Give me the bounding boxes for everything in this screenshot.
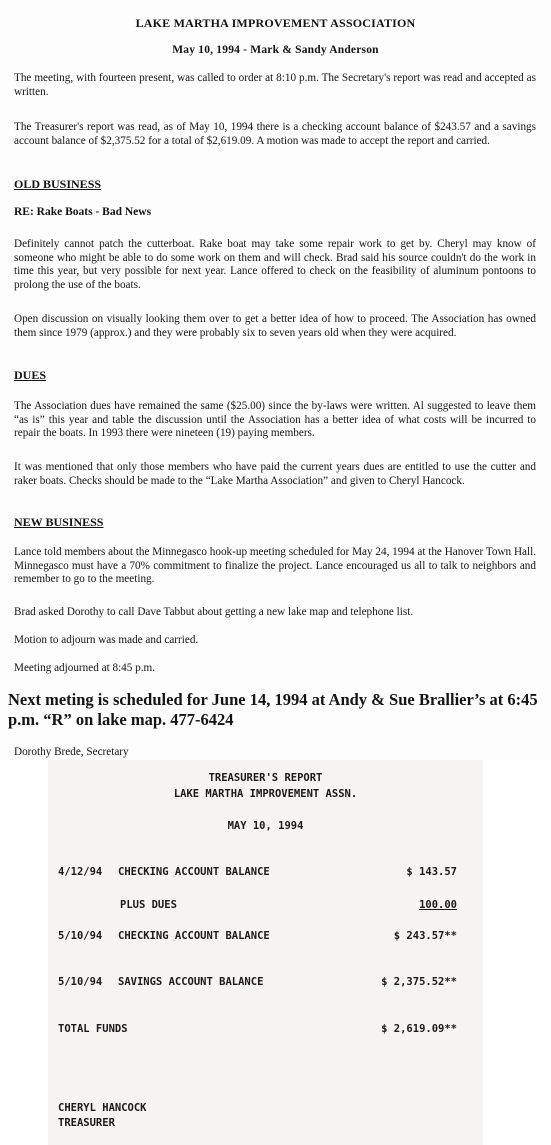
dues-heading: DUES <box>14 368 47 382</box>
rake-boats-heading: RE: Rake Boats - Bad News <box>14 206 152 218</box>
paragraph-motion-adjourn: Motion to adjourn was made and carried. <box>14 634 199 646</box>
row-label: CHECKING ACCOUNT BALANCE <box>118 866 270 878</box>
row-amount: $ 2,375.52** <box>381 976 457 988</box>
row-amount: $ 143.57 <box>406 866 457 878</box>
row-label: TOTAL FUNDS <box>58 1023 128 1035</box>
report-org: LAKE MARTHA IMPROVEMENT ASSN. <box>173 788 358 800</box>
paragraph-rake-boats: Definitely cannot patch the cutterboat. Rake boat may take some repair work to get by. Cheryl may know of someone who might be able to do some work on them and will check. Brad said his source couldn't do the work in time this year, but very possible for next year. Lance offered to check on the feasibility of aluminum pontoons to prolong the use of the boats. <box>14 238 536 291</box>
row-amount: $ 2,619.09** <box>381 1023 457 1035</box>
row-label: CHECKING ACCOUNT BALANCE <box>118 930 270 942</box>
row-date: 5/10/94 <box>58 976 103 988</box>
paragraph-treasurer-summary: The Treasurer's report was read, as of May 10, 1994 there is a checking account balance of $243.57 and a savings account balance of $2,375.52 for a total of $2,619.09. A motion was made to accept the report and carried. <box>14 121 536 147</box>
meeting-date-line: May 10, 1994 - Mark & Sandy Anderson <box>172 44 379 56</box>
paragraph-adjourned: Meeting adjourned at 8:45 p.m. <box>14 662 156 674</box>
row-date: 4/12/94 <box>58 866 103 878</box>
paragraph-lake-map: Brad asked Dorothy to call Dave Tabbut about getting a new lake map and telephone list. <box>14 606 414 618</box>
report-date: MAY 10, 1994 <box>227 820 304 832</box>
org-title: LAKE MARTHA IMPROVEMENT ASSOCIATION <box>135 16 416 30</box>
paragraph-dues: The Association dues have remained the same ($25.00) since the by-laws were written. Al suggested to leave them “as is” this year and table the discussion until the Association has a better idea of what costs will be incurred to repair the boats. In 1993 there were nineteen (19) paying members. <box>14 400 536 439</box>
secretary-signature: Dorothy Brede, Secretary <box>14 746 129 758</box>
treasurer-name: CHERYL HANCOCK <box>58 1102 147 1114</box>
row-amount: $ 243.57** <box>393 930 457 942</box>
treasurer-title: TREASURER <box>58 1117 115 1129</box>
next-meeting-notice: Next meting is scheduled for June 14, 1994 at Andy & Sue Brallier’s at 6:45 p.m. “R” on lake map. 477-6424 <box>8 690 538 729</box>
report-title: TREASURER'S REPORT <box>208 772 323 784</box>
paragraph-call-to-order: The meeting, with fourteen present, was called to order at 8:10 p.m. The Secretary's report was read and accepted as written. <box>14 72 536 98</box>
row-date: 5/10/94 <box>58 930 103 942</box>
paragraph-open-discussion: Open discussion on visually looking them over to get a better idea of how to proceed. The Association has owned them since 1979 (approx.) and they were probably six to seven years old when they were acquired. <box>14 313 536 339</box>
treasurer-report <box>48 760 483 1145</box>
row-amount: 100.00 <box>419 899 457 911</box>
paragraph-minnegasco: Lance told members about the Minnegasco hook-up meeting scheduled for May 24, 1994 at the Hanover Town Hall. Minnegasco must have a 70% commitment to finalize the project. Lance encouraged us all to talk to neighbors and remember to go to the meeting. <box>14 546 536 585</box>
row-label: PLUS DUES <box>120 899 177 911</box>
row-label: SAVINGS ACCOUNT BALANCE <box>118 976 264 988</box>
paragraph-members-boats: It was mentioned that only those members who have paid the current years dues are entitled to use the cutter and raker boats. Checks should be made to the “Lake Martha Association” and given to Cheryl Hancock. <box>14 461 536 487</box>
new-business-heading: NEW BUSINESS <box>14 515 104 529</box>
old-business-heading: OLD BUSINESS <box>14 177 102 191</box>
